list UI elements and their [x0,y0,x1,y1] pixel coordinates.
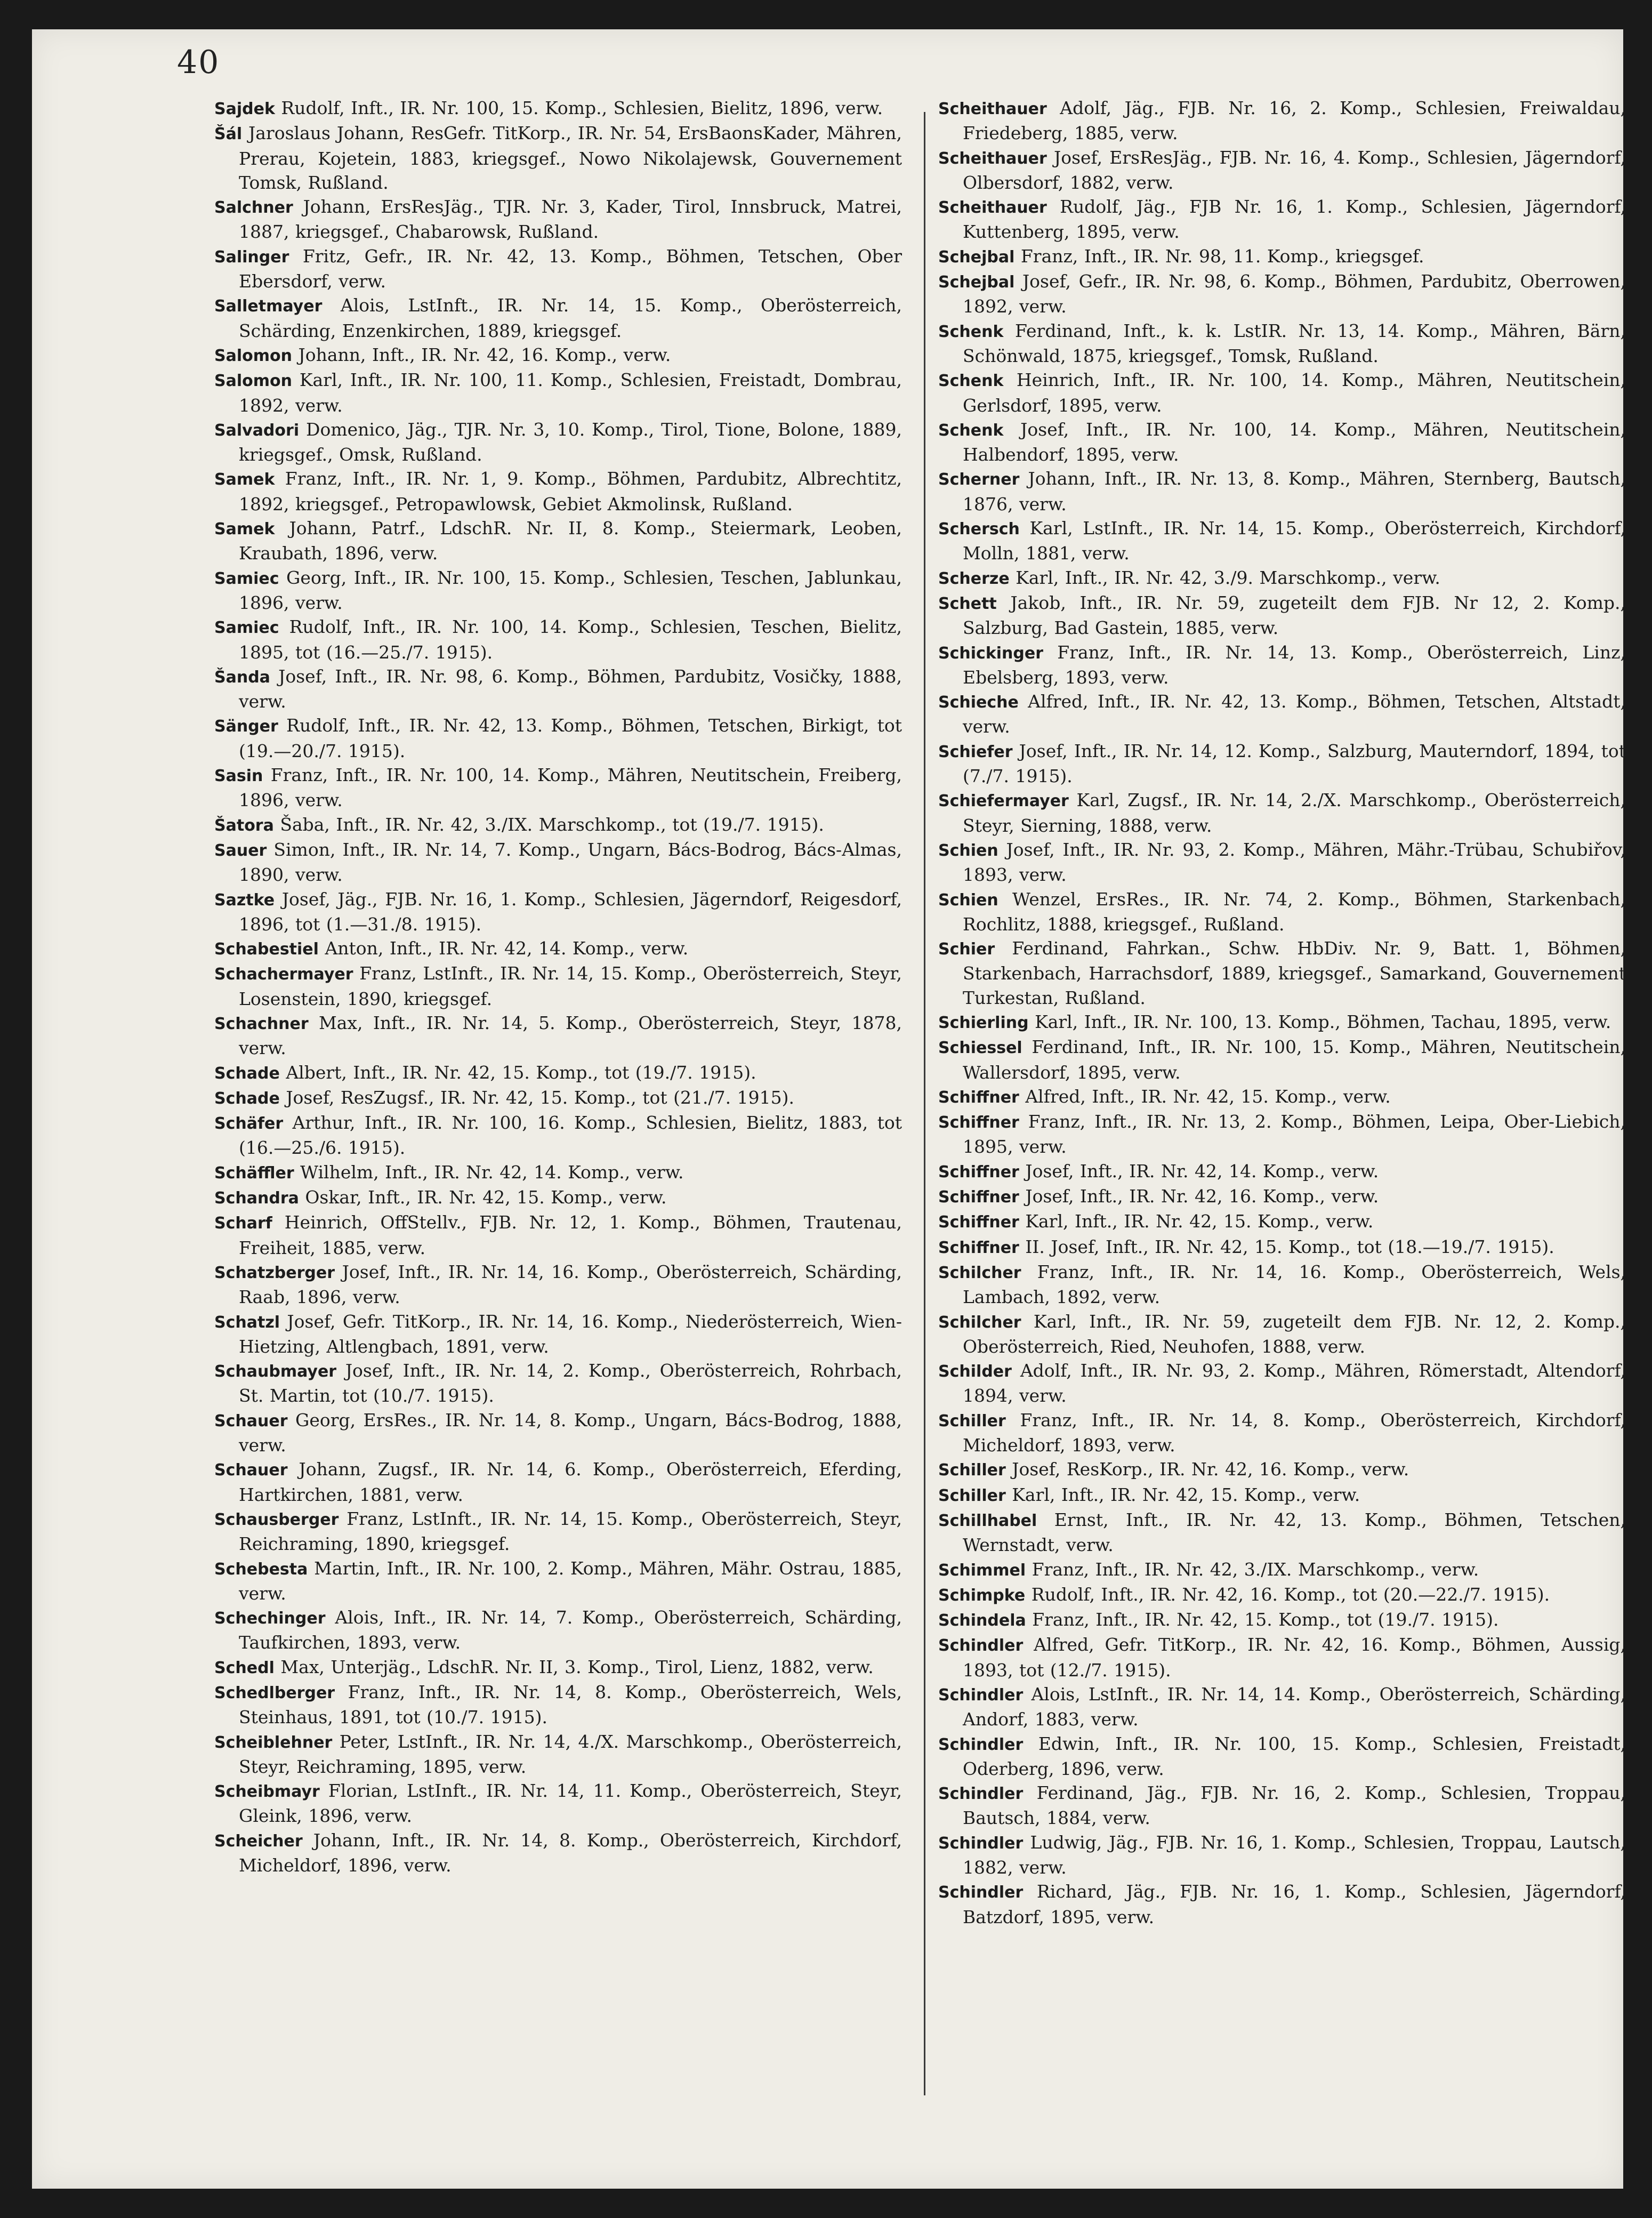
entry-details: Josef, Inft., IR. Nr. 100, 14. Komp., Mähren, Neutitschein, Halbendorf, 1895, verw. [963,419,1626,465]
entry-surname: Schenk [938,322,1004,341]
entry-surname: Schersch [938,520,1020,539]
list-entry [214,417,902,467]
entry-surname: Schedl [214,1658,275,1677]
entry-surname: Schindler [938,1785,1024,1804]
entry-details: Karl, Inft., IR. Nr. 42, 15. Komp., verw. [1025,1211,1374,1232]
list-entry [214,763,902,813]
list-entry [938,1582,1626,1608]
list-entry [938,1260,1626,1309]
entry-details: Karl, Inft., IR. Nr. 42, 15. Komp., verw. [1012,1484,1360,1505]
list-entry [938,1682,1626,1732]
list-entry [938,417,1626,467]
entry-surname: Scharf [214,1214,272,1233]
entry-details: Alois, Inft., IR. Nr. 14, 7. Komp., Oberösterreich, Schärding, Taufkirchen, 1893, verw. [239,1607,902,1653]
list-entry [214,1730,902,1779]
entry-surname: Schindler [938,1686,1024,1705]
entry-details: Florian, LstInft., IR. Nr. 14, 11. Komp., Oberösterreich, Steyr, Gleink, 1896, verw. [239,1780,902,1827]
entry-surname: Schiller [938,1486,1006,1505]
entry-details: Anton, Inft., IR. Nr. 42, 14. Komp., verw. [325,938,689,959]
entry-surname: Schabestiel [214,940,319,959]
list-entry [938,689,1626,739]
list-entry [214,368,902,417]
entry-details: Georg, ErsRes., IR. Nr. 14, 8. Komp., Ungarn, Bács-Bodrog, 1888, verw. [239,1409,902,1456]
entry-details: Fritz, Gefr., IR. Nr. 42, 13. Komp., Böhmen, Tetschen, Ober Ebersdorf, verw. [239,245,902,292]
list-entry [214,1507,902,1556]
entry-surname: Schimpke [938,1586,1026,1605]
entry-surname: Schiffner [938,1162,1019,1182]
entry-details: Johann, ErsResJäg., TJR. Nr. 3, Kader, Tirol, Innsbruck, Matrei, 1887, kriegsgef., Chabarowsk, Rußland. [239,196,902,243]
entry-surname: Schäffler [214,1163,294,1183]
entry-details: Ferdinand, Inft., k. k. LstIR. Nr. 13, 14. Komp., Mähren, Bärn, Schönwald, 1875, kriegsgef., Tomsk, Rußland. [963,320,1626,366]
entry-surname: Samiec [214,618,279,638]
entry-surname: Sauer [214,841,267,860]
entry-details: Karl, LstInft., IR. Nr. 14, 15. Komp., Oberösterreich, Kirchdorf, Molln, 1881, verw. [963,518,1626,564]
entry-details: Wenzel, ErsRes., IR. Nr. 74, 2. Komp., Böhmen, Starkenbach, Rochlitz, 1888, kriegsgef., Rußland. [963,888,1626,935]
entry-surname: Schade [214,1089,280,1108]
entry-surname: Schatzberger [214,1263,335,1282]
list-entry [214,121,902,195]
entry-surname: Scheithauer [938,149,1047,168]
entry-details: Alfred, Inft., IR. Nr. 42, 13. Komp., Böhmen, Tetschen, Altstadt, verw. [963,691,1626,737]
entry-details: Adolf, Inft., IR. Nr. 93, 2. Komp., Mähren, Römerstadt, Altendorf, 1894, verw. [963,1360,1626,1407]
list-entry [938,1508,1626,1557]
entry-surname: Schillhabel [938,1511,1037,1530]
entry-surname: Schier [938,940,995,959]
entry-surname: Sänger [214,717,278,736]
entry-details: Heinrich, Inft., IR. Nr. 100, 14. Komp., Mähren, Neutitschein, Gerlsdorf, 1895, verw. [963,369,1626,416]
entry-details: Albert, Inft., IR. Nr. 42, 15. Komp., tot (19./7. 1915). [286,1062,756,1083]
list-entry [938,1110,1626,1159]
list-entry [938,1457,1626,1482]
entry-details: Max, Unterjäg., LdschR. Nr. II, 3. Komp., Tirol, Lienz, 1882, verw. [280,1656,874,1677]
entry-details: Wilhelm, Inft., IR. Nr. 42, 14. Komp., verw. [300,1161,684,1183]
entry-details: Šaba, Inft., IR. Nr. 42, 3./IX. Marschkomp., tot (19./7. 1915). [280,814,824,835]
right-column [938,96,1626,1929]
list-entry [938,1879,1626,1929]
entry-details: Josef, Inft., IR. Nr. 14, 12. Komp., Salzburg, Mauterndorf, 1894, tot (7./7. 1915). [963,740,1626,787]
entry-details: Josef, Inft., IR. Nr. 14, 16. Komp., Oberösterreich, Schärding, Raab, 1896, verw. [239,1261,902,1308]
entry-details: Jaroslaus Johann, ResGefr. TitKorp., IR. Nr. 54, ErsBaonsKader, Mähren, Prerau, Kojetein, 1883, kriegsgef., Nowo Nikolajewsk, Gouvernement Tomsk, Rußland. [239,123,902,193]
entry-details: Max, Inft., IR. Nr. 14, 5. Komp., Oberösterreich, Steyr, 1878, verw. [239,1012,902,1059]
list-entry [214,1185,902,1210]
entry-surname: Šanda [214,668,270,687]
list-entry [938,1084,1626,1110]
entry-surname: Schieche [938,693,1019,712]
list-entry [938,936,1626,1010]
list-entry [214,1260,902,1309]
entry-surname: Schiffner [938,1213,1019,1232]
entry-surname: Schiffner [938,1088,1019,1107]
entry-details: Franz, Inft., IR. Nr. 14, 8. Komp., Oberösterreich, Kirchdorf, Micheldorf, 1893, verw. [963,1409,1626,1456]
entry-surname: Schilder [938,1362,1012,1381]
entry-surname: Scheithauer [938,100,1047,118]
entry-details: Karl, Inft., IR. Nr. 59, zugeteilt dem FJB. Nr. 12, 2. Komp., Oberösterreich, Ried, Neuhofen, 1888, verw. [963,1311,1626,1357]
entry-details: Arthur, Inft., IR. Nr. 100, 16. Komp., Schlesien, Bielitz, 1883, tot (16.—25./6. 1915). [239,1112,902,1159]
list-entry [938,1483,1626,1508]
entry-surname: Schauer [214,1411,288,1431]
entry-surname: Schimmel [938,1561,1026,1580]
list-entry [214,1655,902,1680]
list-entry [938,1732,1626,1781]
list-entry [938,1010,1626,1035]
entry-details: Alfred, Gefr. TitKorp., IR. Nr. 42, 16. Komp., Böhmen, Aussig, 1893, tot (12./7. 1915). [963,1634,1626,1681]
entry-details: Josef, Gefr., IR. Nr. 98, 6. Komp., Böhmen, Pardubitz, Oberrowen, 1892, verw. [963,271,1626,317]
entry-details: Franz, Inft., IR. Nr. 42, 15. Komp., tot (19./7. 1915). [1032,1609,1499,1630]
entry-surname: Schindler [938,1636,1024,1656]
entry-surname: Schausberger [214,1510,339,1529]
entry-surname: Schiffner [938,1113,1019,1132]
entry-details: Rudolf, Inft., IR. Nr. 42, 13. Komp., Böhmen, Tetschen, Birkigt, tot (19.—20./7. 1915). [239,715,902,761]
list-entry [214,1011,902,1060]
entry-surname: Schatzl [214,1313,280,1332]
entry-surname: Schedlberger [214,1684,335,1702]
entry-surname: Salvadori [214,421,300,440]
entry-surname: Schenk [938,372,1004,391]
entry-surname: Schebesta [214,1560,308,1579]
entry-surname: Schejbal [938,247,1015,267]
entry-details: Johann, Patrf., LdschR. Nr. II, 8. Komp., Steiermark, Leoben, Kraubath, 1896, verw. [239,518,902,564]
entry-surname: Salomon [214,346,292,365]
entry-surname: Schauer [214,1461,288,1480]
list-entry [214,664,902,714]
entry-details: Josef, Inft., IR. Nr. 98, 6. Komp., Böhmen, Pardubitz, Vosičky, 1888, verw. [239,665,902,712]
entry-details: Franz, Inft., IR. Nr. 42, 3./IX. Marschkomp., verw. [1032,1558,1479,1580]
list-entry [938,269,1626,319]
entry-details: Josef, Inft., IR. Nr. 42, 14. Komp., verw. [1025,1160,1379,1182]
entry-details: Josef, ResKorp., IR. Nr. 42, 16. Komp., verw. [1012,1459,1409,1480]
list-entry [938,788,1626,838]
entry-surname: Scherner [938,470,1020,489]
entry-surname: Sajdek [214,100,275,118]
entry-details: Rudolf, Inft., IR. Nr. 42, 16. Komp., tot (20.—22./7. 1915). [1031,1584,1550,1605]
entry-surname: Schiller [938,1411,1006,1431]
entry-details: Karl, Inft., IR. Nr. 100, 13. Komp., Böhmen, Tachau, 1895, verw. [1035,1011,1611,1032]
entry-details: Alois, LstInft., IR. Nr. 14, 15. Komp., Oberösterreich, Schärding, Enzenkirchen, 1889, kriegsgef. [239,295,902,341]
list-entry [214,343,902,368]
entry-details: Franz, Inft., IR. Nr. 1, 9. Komp., Böhmen, Pardubitz, Albrechtitz, 1892, kriegsgef., Petropawlowsk, Gebiet Akmolinsk, Rußland. [239,468,902,515]
entry-details: Karl, Inft., IR. Nr. 100, 11. Komp., Schlesien, Freistadt, Dombrau, 1892, verw. [239,369,902,416]
entry-details: Franz, LstInft., IR. Nr. 14, 15. Komp., Oberösterreich, Steyr, Reichraming, 1890, kriegsgef. [239,1508,902,1555]
list-entry [214,1457,902,1507]
list-entry [214,1060,902,1086]
entry-details: Franz, Inft., IR. Nr. 14, 8. Komp., Oberösterreich, Wels, Steinhaus, 1891, tot (10./7. 1915). [239,1682,902,1728]
list-entry [214,1680,902,1730]
entry-details: Jakob, Inft., IR. Nr. 59, zugeteilt dem FJB. Nr 12, 2. Komp., Salzburg, Bad Gastein, 1885, verw. [963,592,1626,639]
entry-surname: Schade [214,1064,280,1083]
list-entry [214,1828,902,1878]
entry-details: Josef, ErsResJäg., FJB. Nr. 16, 4. Komp., Schlesien, Jägerndorf, Olbersdorf, 1882, verw. [963,147,1626,193]
entry-details: Richard, Jäg., FJB. Nr. 16, 1. Komp., Schlesien, Jägerndorf, Batzdorf, 1895, verw. [963,1881,1626,1927]
list-entry [938,1608,1626,1633]
entry-details: Josef, Gefr. TitKorp., IR. Nr. 14, 16. Komp., Niederösterreich, Wien-Hietzing, Altlengbach, 1891, verw. [239,1311,902,1357]
entry-details: Peter, LstInft., IR. Nr. 14, 4./X. Marschkomp., Oberösterreich, Steyr, Reichraming, 1895, verw. [239,1731,902,1777]
entry-details: Josef, Inft., IR. Nr. 93, 2. Komp., Mähren, Mähr.-Trübau, Schubiřov, 1893, verw. [963,839,1626,886]
entry-surname: Schiller [938,1461,1006,1480]
entry-details: Edwin, Inft., IR. Nr. 100, 15. Komp., Schlesien, Freistadt, Oderberg, 1896, verw. [963,1733,1626,1779]
entry-details: Alois, LstInft., IR. Nr. 14, 14. Komp., Oberösterreich, Schärding, Andorf, 1883, verw. [963,1684,1626,1730]
entry-surname: Scheiblehner [214,1733,333,1752]
list-entry [938,1209,1626,1234]
entry-details: Ludwig, Jäg., FJB. Nr. 16, 1. Komp., Schlesien, Troppau, Lautsch, 1882, verw. [963,1831,1626,1878]
list-entry [938,244,1626,269]
list-entry [214,1160,902,1185]
entry-details: Simon, Inft., IR. Nr. 14, 7. Komp., Ungarn, Bács-Bodrog, Bács-Almas, 1890, verw. [239,839,902,886]
entry-details: Franz, Inft., IR. Nr. 100, 14. Komp., Mähren, Neutitschein, Freiberg, 1896, verw. [239,765,902,811]
entry-surname: Schenk [938,421,1004,440]
entry-surname: Schiefermayer [938,792,1069,811]
entry-surname: Schien [938,890,998,910]
entry-details: Rudolf, Inft., IR. Nr. 100, 14. Komp., Schlesien, Teschen, Bielitz, 1895, tot (16.—25./7. 1915). [239,616,902,663]
entry-surname: Schien [938,841,998,860]
entry-details: Josef, Inft., IR. Nr. 14, 2. Komp., Oberösterreich, Rohrbach, St. Martin, tot (10./7. 1915). [239,1360,902,1407]
list-entry [938,516,1626,566]
list-entry [214,887,902,937]
list-entry [938,1633,1626,1682]
list-entry [938,739,1626,789]
entry-details: Karl, Zugsf., IR. Nr. 14, 2./X. Marschkomp., Oberösterreich, Steyr, Sierning, 1888, verw. [963,790,1626,836]
entry-surname: Salletmayer [214,297,323,316]
list-entry [938,1159,1626,1184]
entry-details: Rudolf, Inft., IR. Nr. 100, 15. Komp., Schlesien, Bielitz, 1896, verw. [281,98,883,118]
entry-details: Adolf, Jäg., FJB. Nr. 16, 2. Komp., Schlesien, Freiwaldau, Friedeberg, 1885, verw. [963,98,1626,144]
entry-surname: Schindler [938,1735,1024,1754]
list-entry [938,1408,1626,1458]
entry-details: Ernst, Inft., IR. Nr. 42, 13. Komp., Böhmen, Tetschen, Wernstadt, verw. [963,1509,1626,1556]
list-entry [938,467,1626,516]
list-entry [938,566,1626,591]
entry-surname: Samiec [214,569,279,588]
entry-details: Martin, Inft., IR. Nr. 100, 2. Komp., Mähren, Mähr. Ostrau, 1885, verw. [239,1557,902,1604]
list-entry [938,1309,1626,1359]
entry-surname: Schickinger [938,644,1044,663]
list-entry [938,640,1626,690]
entry-surname: Schechinger [214,1609,326,1628]
entry-surname: Saztke [214,890,275,910]
list-entry [214,1086,902,1111]
entry-surname: Scheibmayr [214,1782,320,1802]
entry-surname: Scheicher [214,1831,303,1851]
list-entry [214,813,902,838]
list-entry [938,838,1626,887]
entry-details: Heinrich, OffStellv., FJB. Nr. 12, 1. Komp., Böhmen, Trautenau, Freiheit, 1885, verw. [239,1212,902,1258]
list-entry [938,591,1626,640]
list-entry [214,961,902,1011]
entry-details: Johann, Inft., IR. Nr. 13, 8. Komp., Mähren, Sternberg, Bautsch, 1876, verw. [963,468,1626,515]
entry-details: Karl, Inft., IR. Nr. 42, 3./9. Marschkomp., verw. [1016,567,1440,588]
left-column [214,96,902,1877]
entry-details: Johann, Inft., IR. Nr. 14, 8. Komp., Oberösterreich, Kirchdorf, Micheldorf, 1896, verw. [239,1829,902,1876]
entry-surname: Schachermayer [214,965,353,984]
entry-surname: Schilcher [938,1263,1021,1282]
list-entry [214,1111,902,1160]
entry-surname: Schejbal [938,273,1015,292]
column-divider [924,112,925,2095]
list-entry [938,1035,1626,1084]
entry-surname: Schiessel [938,1039,1022,1058]
entry-surname: Samek [214,520,275,539]
entry-details: Franz, Inft., IR. Nr. 14, 13. Komp., Oberösterreich, Linz, Ebelsberg, 1893, verw. [963,641,1626,688]
list-entry [938,96,1626,146]
entry-surname: Šál [214,125,243,144]
entry-details: Franz, LstInft., IR. Nr. 14, 15. Komp., Oberösterreich, Steyr, Losenstein, 1890, kriegsgef. [239,963,902,1009]
list-entry [938,195,1626,244]
entry-details: Georg, Inft., IR. Nr. 100, 15. Komp., Schlesien, Teschen, Jablunkau, 1896, verw. [239,567,902,613]
entry-details: Johann, Zugsf., IR. Nr. 14, 6. Komp., Oberösterreich, Eferding, Hartkirchen, 1881, verw. [239,1459,902,1505]
entry-surname: Sasin [214,767,263,786]
list-entry [214,1408,902,1458]
list-entry [214,293,902,343]
entry-surname: Schindler [938,1834,1024,1853]
entry-details: Ferdinand, Jäg., FJB. Nr. 16, 2. Komp., Schlesien, Troppau, Bautsch, 1884, verw. [963,1782,1626,1829]
list-entry [214,1556,902,1606]
list-entry [938,1830,1626,1880]
list-entry [938,887,1626,937]
entry-surname: Scherze [938,569,1010,588]
list-entry [938,319,1626,368]
entry-surname: Salinger [214,247,289,267]
list-entry [938,1235,1626,1260]
list-entry [214,1309,902,1359]
entry-surname: Schiefer [938,742,1013,761]
entry-details: Franz, Inft., IR. Nr. 13, 2. Komp., Böhmen, Leipa, Ober-Liebich, 1895, verw. [963,1111,1626,1158]
entry-surname: Schett [938,594,997,613]
list-entry [214,467,902,516]
list-entry [938,146,1626,195]
entry-details: Josef, Inft., IR. Nr. 42, 16. Komp., verw. [1025,1186,1379,1207]
list-entry [938,368,1626,417]
page-number: 40 [177,44,220,81]
entry-surname: Šatora [214,816,274,835]
entry-surname: Schierling [938,1013,1029,1032]
entry-details: Josef, ResZugsf., IR. Nr. 42, 15. Komp., tot (21./7. 1915). [286,1087,794,1108]
list-entry [938,1781,1626,1830]
entry-surname: Samek [214,470,275,489]
list-entry [214,936,902,961]
list-entry [938,1184,1626,1209]
list-entry [214,96,902,121]
list-entry [214,1605,902,1655]
list-entry [214,244,902,294]
entry-details: Ferdinand, Fahrkan., Schw. HbDiv. Nr. 9, Batt. 1, Böhmen, Starkenbach, Harrachsdorf, 1889, kriegsgef., Samarkand, Gouvernement Turkestan, Rußland. [963,938,1626,1008]
entry-surname: Salomon [214,372,292,391]
entry-surname: Salchner [214,198,293,218]
entry-surname: Schaubmayer [214,1362,337,1381]
entry-details: Oskar, Inft., IR. Nr. 42, 15. Komp., verw. [305,1187,667,1208]
entry-details: Alfred, Inft., IR. Nr. 42, 15. Komp., verw. [1025,1086,1391,1107]
entry-details: Franz, Inft., IR. Nr. 14, 16. Komp., Oberösterreich, Wels, Lambach, 1892, verw. [963,1261,1626,1308]
entry-surname: Schindela [938,1611,1026,1630]
list-entry [214,1359,902,1408]
list-entry [214,1779,902,1828]
entry-surname: Schindler [938,1883,1024,1902]
entry-surname: Schiffner [938,1188,1019,1207]
entry-surname: Schandra [214,1189,299,1208]
list-entry [214,566,902,615]
entry-details: Ferdinand, Inft., IR. Nr. 100, 15. Komp., Mähren, Neutitschein, Wallersdorf, 1895, verw. [963,1036,1626,1083]
list-entry [214,195,902,244]
entry-surname: Schachner [214,1014,309,1033]
list-entry [214,713,902,763]
entry-details: Johann, Inft., IR. Nr. 42, 16. Komp., verw. [298,344,671,365]
list-entry [938,1557,1626,1582]
entry-surname: Scheithauer [938,198,1047,218]
entry-details: Rudolf, Jäg., FJB Nr. 16, 1. Komp., Schlesien, Jägerndorf, Kuttenberg, 1895, verw. [963,196,1626,243]
list-entry [214,838,902,887]
entry-details: Josef, Jäg., FJB. Nr. 16, 1. Komp., Schlesien, Jägerndorf, Reigesdorf, 1896, tot (1.—31./8. 1915). [239,888,902,935]
entry-details: II. Josef, Inft., IR. Nr. 42, 15. Komp., tot (18.—19./7. 1915). [1025,1236,1554,1257]
list-entry [938,1359,1626,1408]
list-entry [214,516,902,566]
list-entry [214,1210,902,1260]
entry-details: Domenico, Jäg., TJR. Nr. 3, 10. Komp., Tirol, Tione, Bolone, 1889, kriegsgef., Omsk, Rußland. [239,419,902,465]
entry-details: Franz, Inft., IR. Nr. 98, 11. Komp., kriegsgef. [1020,245,1424,267]
entry-surname: Schiffner [938,1238,1019,1257]
entry-surname: Schäfer [214,1114,284,1134]
entry-surname: Schilcher [938,1313,1021,1332]
list-entry [214,615,902,664]
